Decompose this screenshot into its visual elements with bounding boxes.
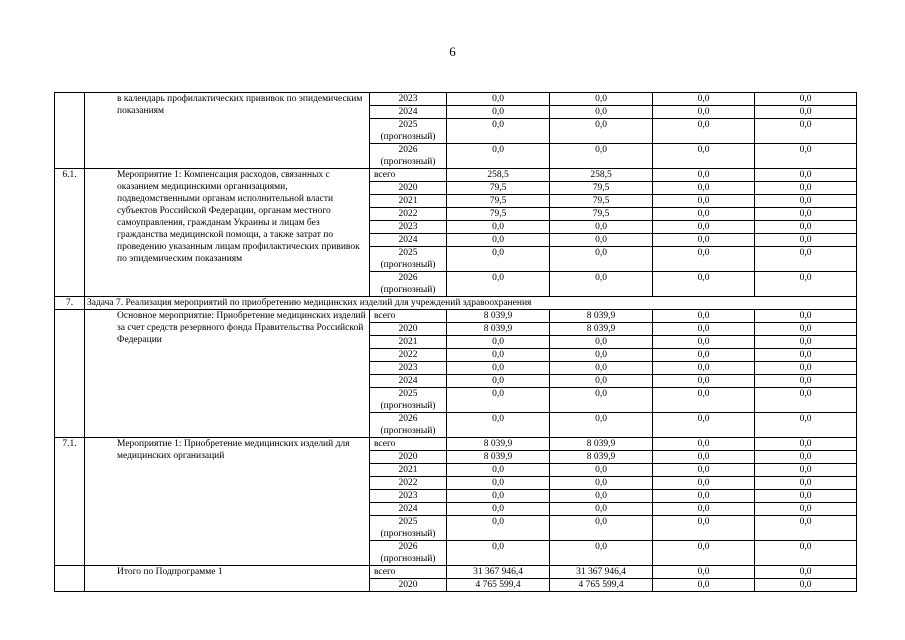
- amount-cell: 0,0: [653, 221, 755, 234]
- amount-cell: 0,0: [550, 272, 653, 297]
- amount-cell: 0,0: [653, 119, 755, 144]
- page-number: 6: [449, 44, 456, 59]
- amount-cell: 258,5: [447, 169, 550, 182]
- amount-cell: 79,5: [447, 195, 550, 208]
- year-cell: 2024: [370, 375, 447, 388]
- amount-cell: 0,0: [755, 144, 857, 169]
- amount-cell: 0,0: [447, 119, 550, 144]
- amount-cell: 0,0: [447, 144, 550, 169]
- year-cell: 2023: [370, 490, 447, 503]
- amount-cell: 0,0: [653, 272, 755, 297]
- amount-cell: 0,0: [447, 221, 550, 234]
- amount-cell: 0,0: [447, 413, 550, 438]
- amount-cell: 0,0: [550, 247, 653, 272]
- amount-cell: 0,0: [447, 503, 550, 516]
- amount-cell: 0,0: [755, 579, 857, 592]
- amount-cell: 8 039,9: [550, 310, 653, 323]
- year-cell: 2020: [370, 579, 447, 592]
- measure-description: в календарь профилактических прививок по эпидемическим показаниям: [85, 93, 370, 169]
- year-cell: 2022: [370, 349, 447, 362]
- amount-cell: 0,0: [653, 477, 755, 490]
- amount-cell: 0,0: [755, 464, 857, 477]
- year-cell: всего: [370, 438, 447, 451]
- measure-description: Итого по Подпрограмме 1: [85, 566, 370, 592]
- amount-cell: 0,0: [755, 438, 857, 451]
- amount-cell: 8 039,9: [447, 451, 550, 464]
- amount-cell: 0,0: [550, 144, 653, 169]
- year-cell: 2026 (прогнозный): [370, 413, 447, 438]
- amount-cell: 0,0: [653, 106, 755, 119]
- amount-cell: 0,0: [550, 106, 653, 119]
- amount-cell: 0,0: [755, 541, 857, 566]
- amount-cell: 0,0: [755, 477, 857, 490]
- row-number: [55, 93, 85, 169]
- amount-cell: 0,0: [755, 566, 857, 579]
- amount-cell: 0,0: [550, 349, 653, 362]
- amount-cell: 0,0: [755, 93, 857, 106]
- year-cell: 2021: [370, 195, 447, 208]
- year-cell: 2025 (прогнозный): [370, 247, 447, 272]
- amount-cell: 0,0: [653, 579, 755, 592]
- amount-cell: 0,0: [653, 438, 755, 451]
- amount-cell: 0,0: [653, 451, 755, 464]
- amount-cell: 0,0: [447, 516, 550, 541]
- amount-cell: 0,0: [653, 144, 755, 169]
- amount-cell: 0,0: [550, 516, 653, 541]
- amount-cell: 8 039,9: [447, 310, 550, 323]
- amount-cell: 0,0: [653, 541, 755, 566]
- year-cell: 2024: [370, 106, 447, 119]
- amount-cell: 0,0: [653, 247, 755, 272]
- amount-cell: 0,0: [755, 490, 857, 503]
- year-cell: 2022: [370, 208, 447, 221]
- budget-table: [54, 92, 857, 592]
- amount-cell: 0,0: [653, 310, 755, 323]
- row-number: 7.1.: [55, 438, 85, 566]
- amount-cell: 0,0: [550, 221, 653, 234]
- row-number: 7.: [55, 297, 85, 310]
- amount-cell: 0,0: [550, 375, 653, 388]
- year-cell: 2023: [370, 221, 447, 234]
- amount-cell: 79,5: [447, 208, 550, 221]
- amount-cell: 79,5: [550, 195, 653, 208]
- amount-cell: 0,0: [447, 541, 550, 566]
- amount-cell: 0,0: [550, 93, 653, 106]
- amount-cell: 0,0: [653, 93, 755, 106]
- amount-cell: 0,0: [755, 516, 857, 541]
- amount-cell: 0,0: [447, 490, 550, 503]
- year-cell: всего: [370, 310, 447, 323]
- amount-cell: 0,0: [550, 413, 653, 438]
- amount-cell: 8 039,9: [550, 451, 653, 464]
- table-row: [55, 438, 857, 451]
- amount-cell: 0,0: [550, 362, 653, 375]
- amount-cell: 0,0: [755, 323, 857, 336]
- year-cell: 2021: [370, 464, 447, 477]
- amount-cell: 0,0: [653, 362, 755, 375]
- amount-cell: 8 039,9: [550, 323, 653, 336]
- year-cell: 2026 (прогнозный): [370, 272, 447, 297]
- amount-cell: 0,0: [755, 208, 857, 221]
- amount-cell: 8 039,9: [447, 438, 550, 451]
- amount-cell: 0,0: [755, 169, 857, 182]
- amount-cell: 0,0: [653, 566, 755, 579]
- amount-cell: 0,0: [653, 464, 755, 477]
- measure-description: Основное мероприятие: Приобретение медицинских изделий за счет средств резервного фонда Правительства Российской Федерации: [85, 310, 370, 438]
- amount-cell: 0,0: [447, 272, 550, 297]
- year-cell: всего: [370, 566, 447, 579]
- amount-cell: 4 765 599,4: [550, 579, 653, 592]
- amount-cell: 0,0: [653, 169, 755, 182]
- amount-cell: 0,0: [755, 310, 857, 323]
- row-number: 6.1.: [55, 169, 85, 297]
- year-cell: всего: [370, 169, 447, 182]
- amount-cell: 0,0: [447, 247, 550, 272]
- amount-cell: 0,0: [653, 182, 755, 195]
- amount-cell: 0,0: [447, 106, 550, 119]
- amount-cell: 0,0: [653, 234, 755, 247]
- amount-cell: 0,0: [653, 195, 755, 208]
- year-cell: 2022: [370, 477, 447, 490]
- year-cell: 2026 (прогнозный): [370, 144, 447, 169]
- amount-cell: 0,0: [447, 93, 550, 106]
- task-title: Задача 7. Реализация мероприятий по приобретению медицинских изделий для учреждений здравоохранения: [85, 297, 857, 310]
- amount-cell: 0,0: [550, 234, 653, 247]
- amount-cell: 0,0: [653, 208, 755, 221]
- year-cell: 2023: [370, 362, 447, 375]
- amount-cell: 79,5: [550, 182, 653, 195]
- amount-cell: 0,0: [653, 323, 755, 336]
- amount-cell: 0,0: [653, 490, 755, 503]
- row-number: [55, 310, 85, 438]
- amount-cell: 0,0: [550, 477, 653, 490]
- amount-cell: 0,0: [755, 272, 857, 297]
- amount-cell: 0,0: [653, 516, 755, 541]
- amount-cell: 0,0: [755, 221, 857, 234]
- task-row: [55, 297, 857, 310]
- amount-cell: 0,0: [755, 119, 857, 144]
- amount-cell: 0,0: [550, 541, 653, 566]
- amount-cell: 0,0: [755, 451, 857, 464]
- table-row: [55, 566, 857, 579]
- year-cell: 2024: [370, 503, 447, 516]
- year-cell: 2020: [370, 323, 447, 336]
- amount-cell: 0,0: [447, 234, 550, 247]
- table-row: [55, 93, 857, 106]
- amount-cell: 0,0: [447, 375, 550, 388]
- table-row: [55, 310, 857, 323]
- amount-cell: 0,0: [755, 336, 857, 349]
- year-cell: 2025 (прогнозный): [370, 388, 447, 413]
- row-number: [55, 566, 85, 592]
- amount-cell: 8 039,9: [550, 438, 653, 451]
- amount-cell: 0,0: [550, 490, 653, 503]
- amount-cell: 0,0: [755, 375, 857, 388]
- amount-cell: 0,0: [755, 388, 857, 413]
- amount-cell: 0,0: [447, 336, 550, 349]
- amount-cell: 0,0: [447, 477, 550, 490]
- amount-cell: 0,0: [755, 349, 857, 362]
- measure-description: Мероприятие 1: Компенсация расходов, связанных с оказанием медицинскими организациями, подведомственными органам исполнительной власти субъектов Российской Федерации, органам местного самоуправления, гражданам Украины и лицам без гражданства медицинской помощи, а также затрат по проведению указанным лицам профилактических прививок по эпидемическим показаниям: [85, 169, 370, 297]
- amount-cell: 0,0: [447, 349, 550, 362]
- amount-cell: 0,0: [755, 106, 857, 119]
- amount-cell: 0,0: [755, 195, 857, 208]
- year-cell: 2025 (прогнозный): [370, 516, 447, 541]
- year-cell: 2020: [370, 451, 447, 464]
- amount-cell: 0,0: [550, 388, 653, 413]
- year-cell: 2024: [370, 234, 447, 247]
- amount-cell: 258,5: [550, 169, 653, 182]
- amount-cell: 0,0: [653, 413, 755, 438]
- year-cell: 2020: [370, 182, 447, 195]
- year-cell: 2023: [370, 93, 447, 106]
- amount-cell: 0,0: [755, 362, 857, 375]
- amount-cell: 4 765 599,4: [447, 579, 550, 592]
- amount-cell: 0,0: [550, 336, 653, 349]
- amount-cell: 0,0: [653, 336, 755, 349]
- amount-cell: 0,0: [653, 349, 755, 362]
- amount-cell: 0,0: [447, 362, 550, 375]
- measure-description: Мероприятие 1: Приобретение медицинских изделий для медицинских организаций: [85, 438, 370, 566]
- amount-cell: 0,0: [653, 503, 755, 516]
- amount-cell: 79,5: [550, 208, 653, 221]
- amount-cell: 0,0: [755, 234, 857, 247]
- amount-cell: 0,0: [653, 375, 755, 388]
- amount-cell: 0,0: [447, 388, 550, 413]
- amount-cell: 8 039,9: [447, 323, 550, 336]
- amount-cell: 31 367 946,4: [550, 566, 653, 579]
- amount-cell: 0,0: [755, 503, 857, 516]
- table-row: [55, 169, 857, 182]
- year-cell: 2021: [370, 336, 447, 349]
- amount-cell: 0,0: [550, 119, 653, 144]
- amount-cell: 0,0: [550, 464, 653, 477]
- amount-cell: 0,0: [550, 503, 653, 516]
- amount-cell: 0,0: [447, 464, 550, 477]
- amount-cell: 31 367 946,4: [447, 566, 550, 579]
- amount-cell: 0,0: [653, 388, 755, 413]
- year-cell: 2026 (прогнозный): [370, 541, 447, 566]
- year-cell: 2025 (прогнозный): [370, 119, 447, 144]
- amount-cell: 79,5: [447, 182, 550, 195]
- amount-cell: 0,0: [755, 247, 857, 272]
- amount-cell: 0,0: [755, 182, 857, 195]
- amount-cell: 0,0: [755, 413, 857, 438]
